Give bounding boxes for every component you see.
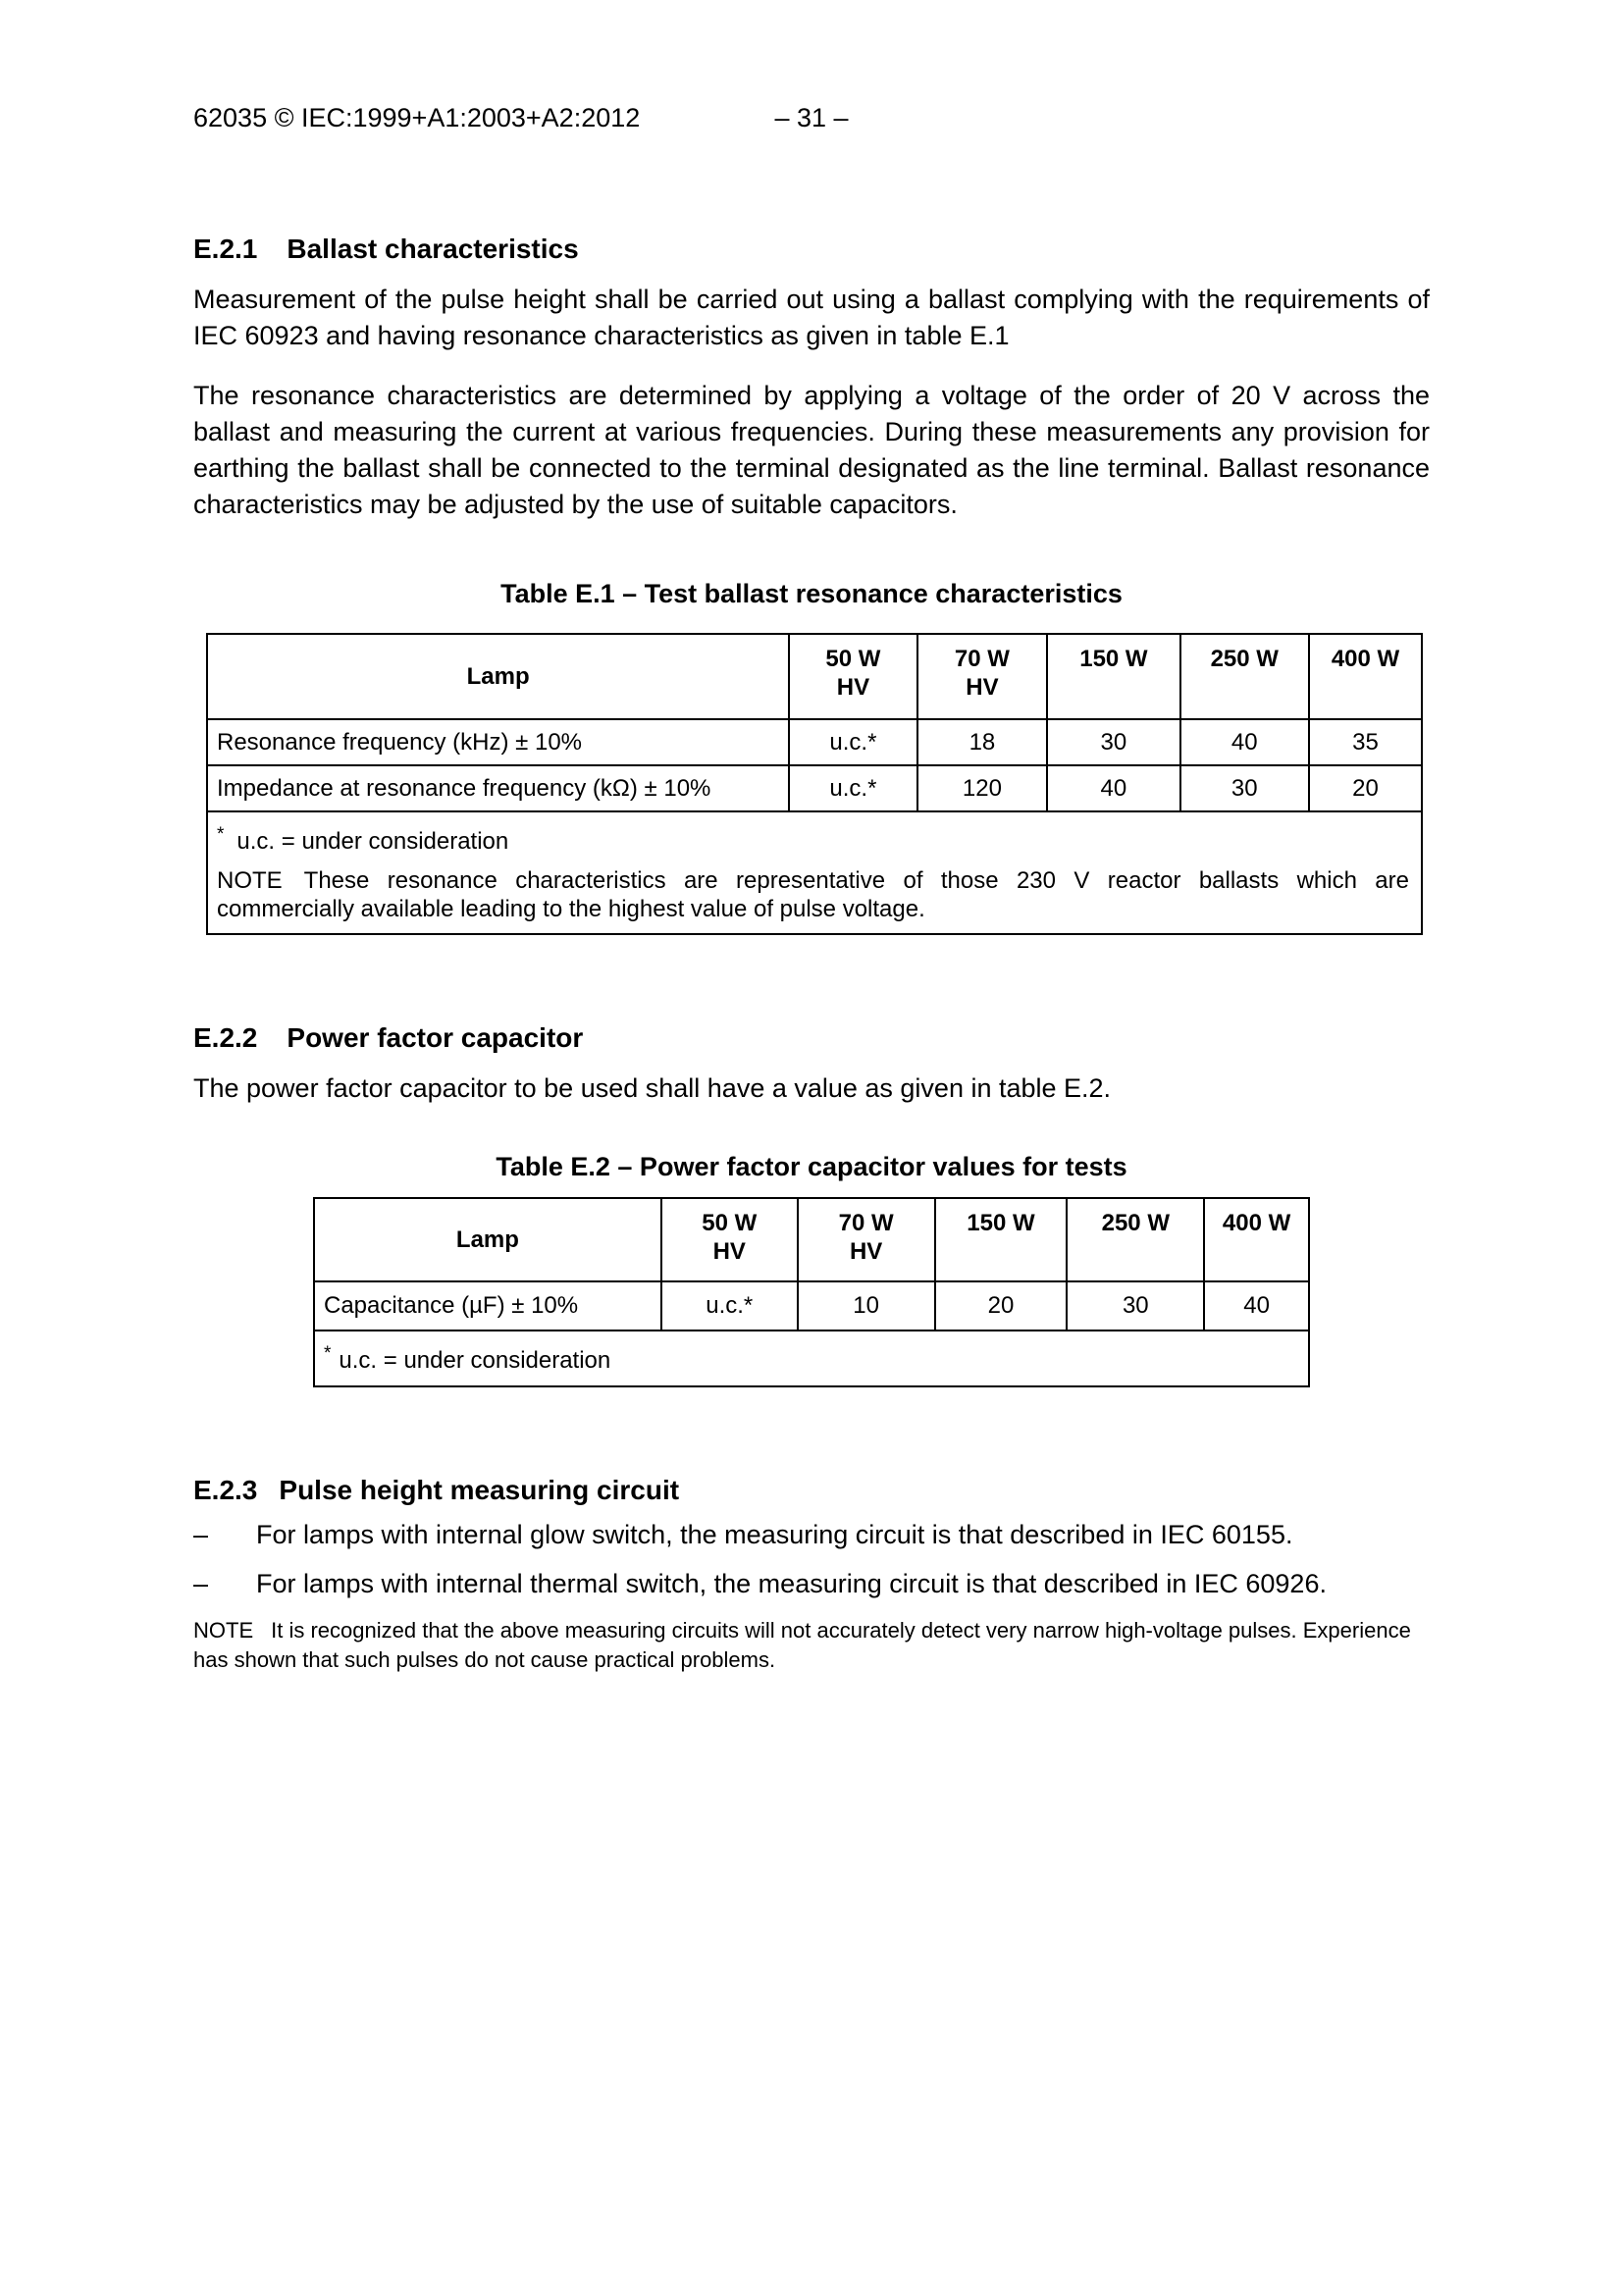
table-e1-col-lamp: Lamp [207,634,789,719]
cell-value: u.c.* [661,1281,798,1331]
cell-value: 35 [1309,719,1422,765]
table-e1-col-400w: 400 W [1309,634,1422,719]
row-label: Capacitance (µF) ± 10% [314,1281,661,1331]
table-e1-row-impedance [207,765,1422,811]
list-item-text: For lamps with internal glow switch, the measuring circuit is that described in IEC 60155. [256,1520,1293,1549]
table-e1-row-resonance [207,719,1422,765]
section-number: E.2.3 [193,1475,258,1505]
cell-value: 40 [1180,719,1310,765]
section-heading-e23 [193,1474,1430,1507]
cell-value: 120 [917,765,1048,811]
table-e1-header-row [207,634,1422,719]
table-e2-col-400w: 400 W [1204,1198,1309,1281]
table-e2-row-capacitance [314,1281,1309,1331]
table-e2-col-lamp: Lamp [314,1198,661,1281]
section-title: Ballast characteristics [287,234,579,264]
table-e1-footnote-cell [207,811,1422,934]
footnote-marker: * [324,1343,332,1364]
table-e1-col-50w: 50 W HV [789,634,916,719]
cell-value: 20 [1309,765,1422,811]
table-e2-col-70w: 70 W HV [798,1198,935,1281]
cell-value: u.c.* [789,765,916,811]
list-item [193,1517,1430,1553]
table-e2-col-50w: 50 W HV [661,1198,798,1281]
cell-value: 18 [917,719,1048,765]
table-e2-header-row [314,1198,1309,1281]
note-label: NOTE [193,1618,254,1643]
cell-value: 30 [1047,719,1179,765]
section-number: E.2.2 [193,1022,258,1053]
page-number: – 31 – [774,103,849,132]
cell-value: u.c.* [789,719,916,765]
table-e2-footer-row [314,1331,1309,1386]
section-heading-e21 [193,233,1430,266]
section-title: Pulse height measuring circuit [279,1475,680,1505]
row-label: Resonance frequency (kHz) ± 10% [207,719,789,765]
cell-value: 20 [935,1281,1068,1331]
note-body: It is recognized that the above measuring circuits will not accurately detect very narrow high-voltage pulses. Experience has shown that such pulses do not cause practical problems. [193,1618,1411,1672]
footnote-marker: * [217,824,225,845]
list-item [193,1566,1430,1602]
table-e2-col-150w: 150 W [935,1198,1068,1281]
dash-list [193,1517,1430,1602]
section-heading-e22 [193,1021,1430,1055]
table-e1-col-250w: 250 W [1180,634,1310,719]
table-e1-col-150w: 150 W [1047,634,1179,719]
paragraph-ballast-2: The resonance characteristics are determined by applying a voltage of the order of 20 V across the ballast and measuring the current at various frequencies. During these measurements any provision for earthing the ballast shall be connected to the terminal designated as the line terminal. Ballast resonance characteristics may be adjusted by the use of suitable capacitors. [193,381,1430,519]
table-e2-caption: Table E.2 – Power factor capacitor values for tests [496,1152,1127,1181]
table-e1 [206,633,1423,935]
table-e1-col-70w: 70 W HV [917,634,1048,719]
table-e2-footnote [324,1339,1296,1376]
cell-value: 40 [1047,765,1179,811]
footnote-text: u.c. = under consideration [339,1347,611,1374]
section-number: E.2.1 [193,234,258,264]
table-e1-footnote [217,820,1409,857]
paragraph-capacitor: The power factor capacitor to be used shall have a value as given in table E.2. [193,1073,1112,1103]
table-e2 [313,1197,1310,1387]
cell-value: 30 [1067,1281,1204,1331]
footnote-text: u.c. = under consideration [236,828,509,855]
note-body: These resonance characteristics are representative of those 230 V reactor ballasts which are commercially available leading to the highest value of pulse voltage. [217,867,1409,922]
table-e2-col-250w: 250 W [1067,1198,1204,1281]
list-item-text: For lamps with internal thermal switch, the measuring circuit is that described in IEC 60926. [256,1569,1327,1598]
section-title: Power factor capacitor [287,1022,584,1053]
dash-marker: – [193,1569,209,1598]
table-e1-footer-row [207,811,1422,934]
paragraph-ballast-1: Measurement of the pulse height shall be carried out using a ballast complying with the requirements of IEC 60923 and having resonance characteristics as given in table E.1 [193,285,1430,350]
table-e1-note [217,866,1409,923]
table-e2-footnote-cell [314,1331,1309,1386]
cell-value: 30 [1180,765,1310,811]
doc-reference: 62035 © IEC:1999+A1:2003+A2:2012 [193,103,641,132]
row-label: Impedance at resonance frequency (kΩ) ± 10% [207,765,789,811]
cell-value: 10 [798,1281,935,1331]
table-e1-caption: Table E.1 – Test ballast resonance characteristics [500,579,1123,608]
section-note [193,1616,1430,1675]
note-label: NOTE [217,867,283,894]
dash-marker: – [193,1520,209,1549]
page-header [193,101,1430,134]
cell-value: 40 [1204,1281,1309,1331]
